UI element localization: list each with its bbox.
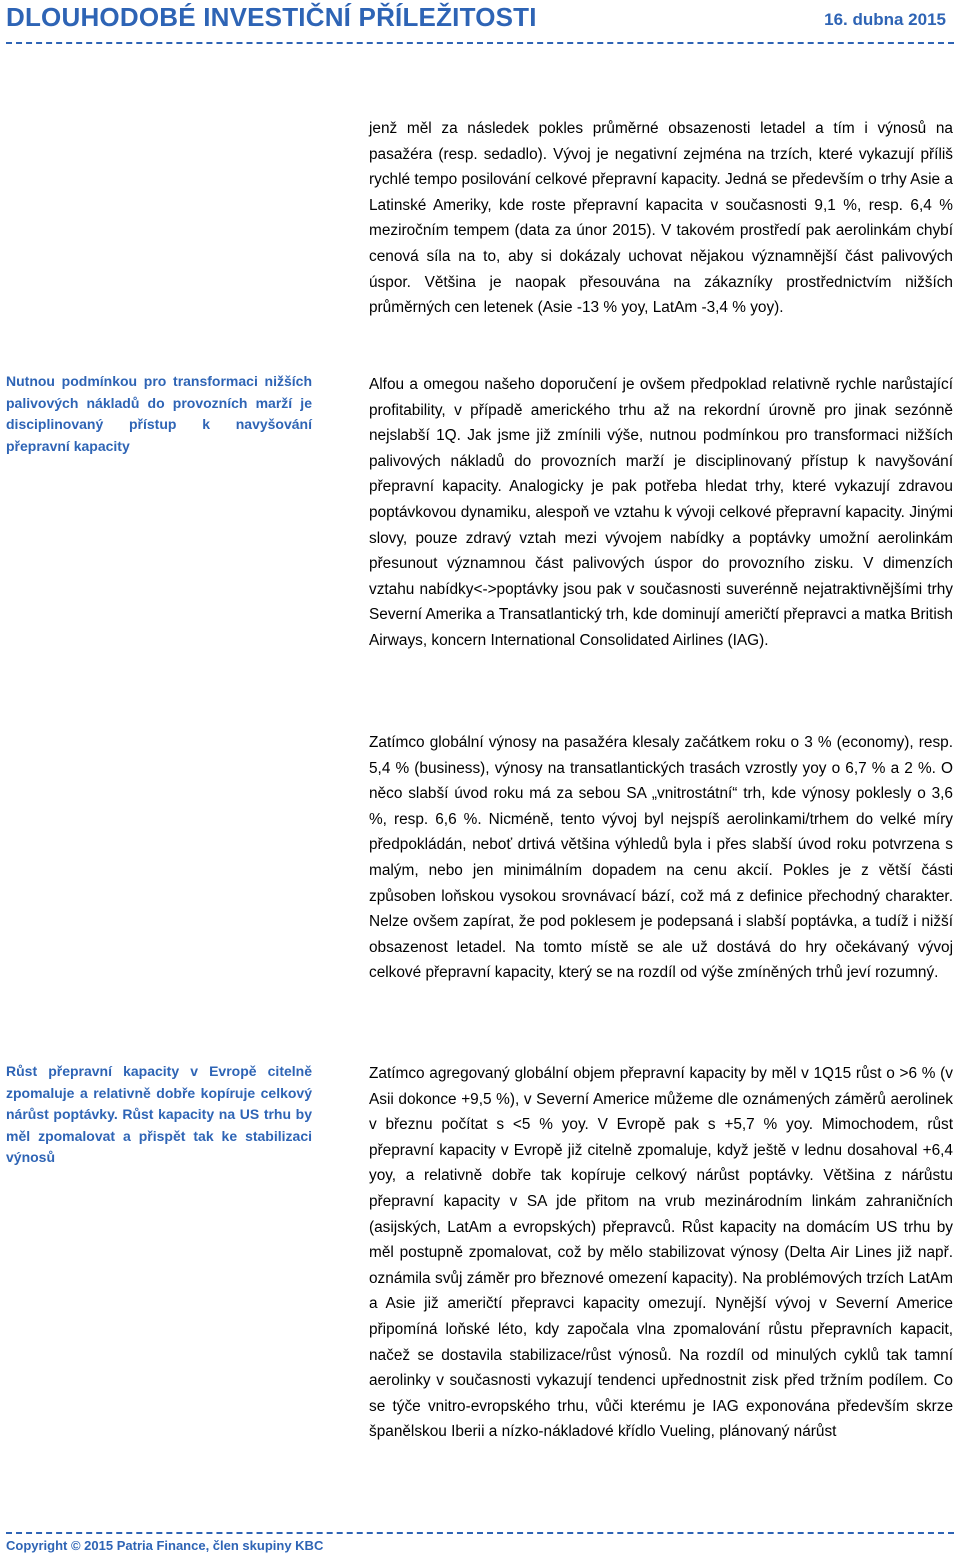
body-paragraph: Alfou a omegou našeho doporučení je ovšem předpoklad relativně rychle narůstající profitability, v případě amerického trhu až na rekordní úrovně pro jinak sezónně nejslabší 1Q. Jak jsme již zmínili výše, nutnou podmínkou pro transformaci nižších palivových nákladů do provozních marží je disciplinovaný přístup k navyšování přepravní kapacity. Analogicky je pak potřeba hledat trhy, které vykazují zdravou poptávkovou dynamiku, alespoň ve vztahu k vývoji celkové přepravní kapacity. Jinými slovy, pouze zdravý vztah mezi vývojem nabídky a poptávky umožní aerolinkám přesunout významnou část palivových úspor do provozního zisku. V dimenzích vztahu nabídky<->poptávky jsou pak v současnosti suverénně nejatraktivnějšími trhy Severní Amerika a Transatlantický trh, kde dominují američtí přepravci a matka British Airways, koncern International Consolidated Airlines (IAG). [369,376,953,649]
body-paragraph: jenž měl za následek pokles průměrné obsazenosti letadel a tím i výnosů na pasažéra (resp. sedadlo). Vývoj je negativní zejména na trzích, které vykazují příliš rychlé tempo posilování celkové přepravní kapacity. Jedná se především o trhy Asie a Latinské Ameriky, kde roste přepravní kapacita v současnosti 9,1 %, resp. 6,4 % meziročním tempem (data za únor 2015). V takovém prostředí pak aerolinkám chybí cenová síla na to, aby si dokázaly uchovat nějakou významnější část palivových úspor. Většina je naopak přesouvána na zákazníky prostřednictvím nižších průměrných cen letenek (Asie -13 % yoy, LatAm -3,4 % yoy). [369,120,953,317]
page-title: DLOUHODOBÉ INVESTIČNÍ PŘÍLEŽITOSTI [6,2,537,32]
body-paragraph: Zatímco globální výnosy na pasažéra klesaly začátkem roku o 3 % (economy), resp. 5,4 % (business), výnosy na transatlantických trasách vzrostly yoy o 6,7 % a 2 %. O něco slabší úvod roku má za sebou SA „vnitrostátní“ trh, kde výnosy poklesly o 3,6 %, resp. 6,6 %. Nicméně, tento vývoj byl nejspíš aerolinkami/trhem do velké míry předpokládán, neboť drtivá většina výhledů byla i přes slabší úvod roku potvrzena s malým, nebo jen minimálním dopadem na cenu akcií. Pokles je z větší části způsoben loňskou vysokou srovnávací bází, což má z definice přechodný charakter. Nelze ovšem zapírat, že pod poklesem je podepsaná i slabší poptávka, a tudíž i nižší obsazenost letadel. Na tomto místě se ale už dostává do hry očekávaný vývoj celkové přepravní kapacity, který se na rozdíl od výše zmíněných trhů jeví rozumný. [369,734,953,982]
sidebar-note: Růst přepravní kapacity v Evropě citelně zpomaluje a relativně dobře kopíruje celkový nárůst poptávky. Růst kapacity na US trhu by měl zpomalovat a přispět tak ke stabilizaci výnosů [6,1063,312,1166]
sidebar-note: Nutnou podmínkou pro transformaci nižších palivových nákladů do provozních marží je disciplinovaný přístup k navyšování přepravní kapacity [6,373,312,454]
footer-divider [6,1532,954,1534]
footer-copyright: Copyright © 2015 Patria Finance, člen skupiny KBC [6,1538,324,1553]
body-paragraph: Zatímco agregovaný globální objem přepravní kapacity by měl v 1Q15 růst o >6 % (v Asii dokonce +9,5 %), v Severní Americe můžeme dle oznámených záměrů aerolinek v březnu počítat s <5 % yoy. V Evropě pak s +5,7 % yoy. Mimochodem, růst přepravní kapacity v Evropě již citelně zpomaluje, když ještě v lednu dosahoval +6,4 yoy, a relativně dobře tak kopíruje celkový nárůst poptávky. Většina z nárůstu přepravní kapacity v SA jde přitom na vrub mezinárodním linkám zahraničních (asijských, LatAm a evropských) přepravců. Růst kapacity na domácím US trhu by měl postupně zpomalovat, což by mělo stabilizovat výnosy (Delta Air Lines již např. oznámila svůj záměr pro březnové omezení kapacity). Na problémových trzích LatAm a Asie již američtí přepravci kapacity omezují. Nynější vývoj v Severní Americe připomíná loňské léto, kdy započala vlna zpomalování růstu přepravních kapacit, načež se dostavila stabilizace/růst výnosů. Na rozdíl od minulých cyklů tak tamní aerolinky v současnosti vykazují tendenci upřednostnit zisk před tržním podílem. Co se týče vnitro-evropského trhu, vůči kterému je IAG exponována především skrze španělskou Iberii a nízko-nákladové křídlo Vueling, plánovaný nárůst [369,1065,953,1441]
report-date: 16. dubna 2015 [824,10,946,29]
header-divider [6,42,954,44]
